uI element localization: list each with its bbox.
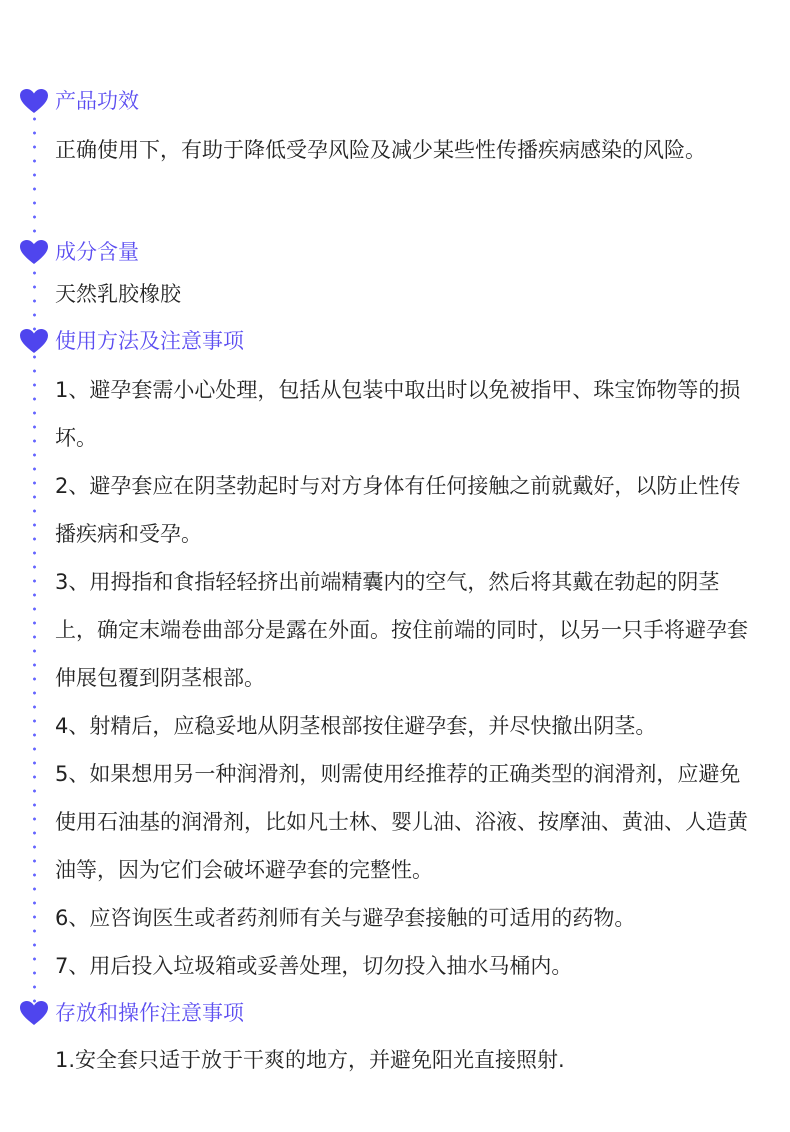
section-title: 存放和操作注意事项 (55, 1001, 244, 1025)
section-title: 产品功效 (55, 89, 139, 113)
section-title: 使用方法及注意事项 (55, 329, 244, 353)
heart-icon (19, 86, 49, 116)
paragraph: 5、如果想用另一种润滑剂，则需使用经推荐的正确类型的润滑剂，应避免使用石油基的润滑剂，比如凡士林、婴儿油、浴液、按摩油、黄油、人造黄油等，因为它们会破坏避孕套的完整性。 (55, 762, 748, 882)
paragraph: 4、射精后，应稳妥地从阴茎根部按住避孕套，并尽快撤出阴茎。 (55, 714, 657, 738)
heart-icon (19, 998, 49, 1028)
section-heading-usage (0, 326, 400, 356)
paragraph: 天然乳胶橡胶 (55, 282, 181, 306)
section-body-product-effect (55, 126, 760, 174)
section-heading-ingredients (0, 237, 400, 267)
section-title: 成分含量 (55, 240, 139, 264)
section-body-storage (55, 1036, 760, 1084)
paragraph: 6、应咨询医生或者药剂师有关与避孕套接触的可适用的药物。 (55, 906, 636, 930)
heart-icon (19, 237, 49, 267)
section-heading-storage (0, 998, 400, 1028)
section-heading-product-effect (0, 86, 400, 116)
section-body-usage (55, 366, 760, 990)
paragraph: 1、避孕套需小心处理，包括从包装中取出时以免被指甲、珠宝饰物等的损坏。 (55, 378, 741, 450)
paragraph: 正确使用下，有助于降低受孕风险及减少某些性传播疾病感染的风险。 (55, 138, 706, 162)
paragraph: 7、用后投入垃圾箱或妥善处理，切勿投入抽水马桶内。 (55, 954, 573, 978)
section-body-ingredients (55, 270, 760, 318)
heart-icon (19, 326, 49, 356)
paragraph: 2、避孕套应在阴茎勃起时与对方身体有任何接触之前就戴好，以防止性传播疾病和受孕。 (55, 474, 741, 546)
paragraph: 3、用拇指和食指轻轻挤出前端精囊内的空气，然后将其戴在勃起的阴茎上，确定末端卷曲部分是露在外面。按住前端的同时，以另一只手将避孕套伸展包覆到阴茎根部。 (55, 570, 748, 690)
paragraph: 1.安全套只适于放于干爽的地方，并避免阳光直接照射. (55, 1048, 565, 1072)
